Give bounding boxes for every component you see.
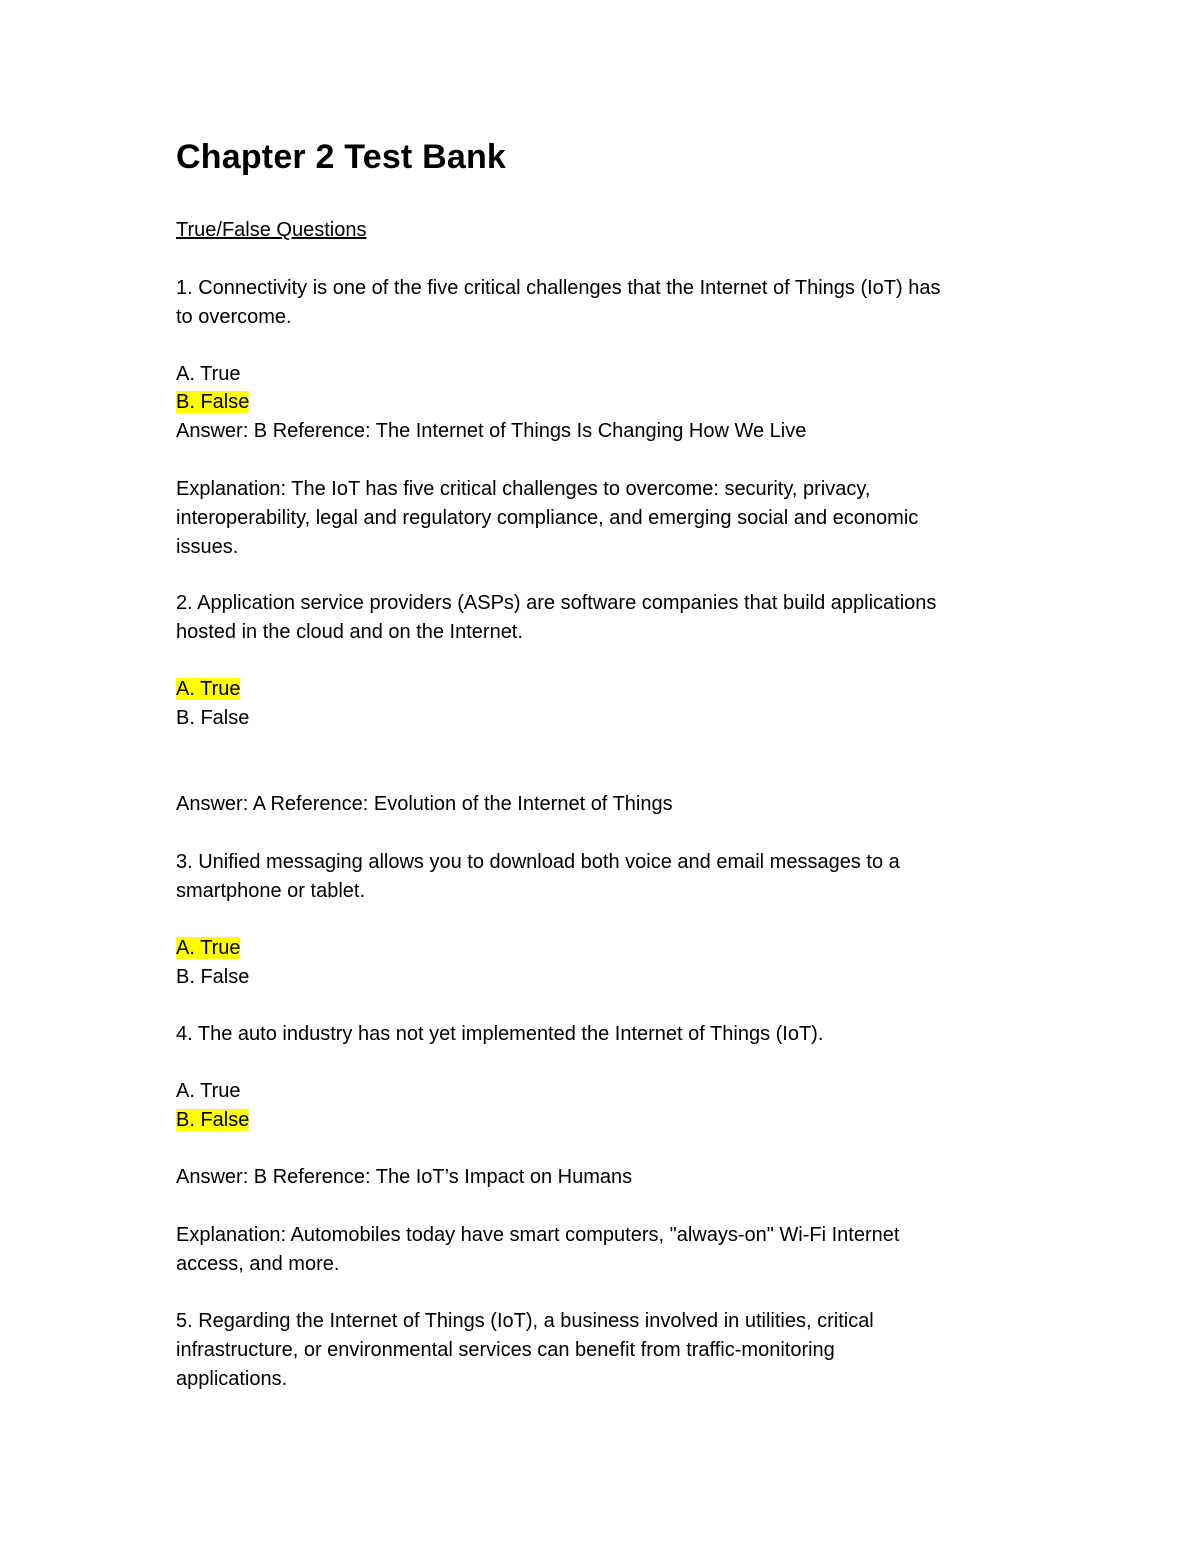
question-2-stem-line-2: hosted in the cloud and on the Internet. [176,621,523,643]
question-1-option-a [176,360,240,389]
question-4-answer: Answer: B Reference: The IoT’s Impact on Humans [176,1166,633,1188]
question-3-stem-line-1: 3. Unified messaging allows you to download both voice and email messages to a [176,851,900,873]
question-4-stem-line-1: 4. The auto industry has not yet implemented the Internet of Things (IoT). [176,1023,824,1045]
question-1-answer: Answer: B Reference: The Internet of Things Is Changing How We Live [176,420,807,442]
question-2-option-b [176,704,249,733]
question-3-option-a-text: A. True [176,937,241,959]
question-2-option-a-text: A. True [176,678,241,700]
question-2-option-a [176,675,240,704]
page-title: Chapter 2 Test Bank [176,138,507,176]
question-5-stem-line-2: infrastructure, or environmental services can benefit from traffic-monitoring [176,1339,835,1361]
question-1-option-b-text: B. False [176,391,250,413]
question-5-stem-line-3: applications. [176,1368,288,1390]
question-5-stem-line-1: 5. Regarding the Internet of Things (IoT), a business involved in utilities, critical [176,1310,874,1332]
section-heading: True/False Questions [176,219,367,241]
question-1-stem-line-1: 1. Connectivity is one of the five critical challenges that the Internet of Things (IoT) has [176,277,941,299]
question-4-option-b-text: B. False [176,1109,250,1131]
question-1-stem-line-2: to overcome. [176,306,292,328]
question-1-explanation-line-2: interoperability, legal and regulatory compliance, and emerging social and economic [176,507,919,529]
question-1-explanation-line-3: issues. [176,536,239,558]
question-4-option-a-text: A. True [176,1080,241,1102]
question-2-answer: Answer: A Reference: Evolution of the Internet of Things [176,793,673,815]
question-4-explanation-line-1: Explanation: Automobiles today have smart computers, "always-on" Wi-Fi Internet [176,1224,900,1246]
question-2-stem-line-1: 2. Application service providers (ASPs) are software companies that build applications [176,592,937,614]
question-3-option-b [176,963,249,992]
question-1-option-a-text: A. True [176,363,241,385]
question-3-stem-line-2: smartphone or tablet. [176,880,365,902]
question-2-option-b-text: B. False [176,707,250,729]
question-1-explanation-line-1: Explanation: The IoT has five critical challenges to overcome: security, privacy, [176,478,871,500]
question-3-option-a [176,934,240,963]
question-3-option-b-text: B. False [176,966,250,988]
question-4-option-b [176,1106,249,1135]
question-1-option-b [176,388,249,417]
question-4-explanation-line-2: access, and more. [176,1253,340,1275]
question-4-option-a [176,1077,240,1106]
